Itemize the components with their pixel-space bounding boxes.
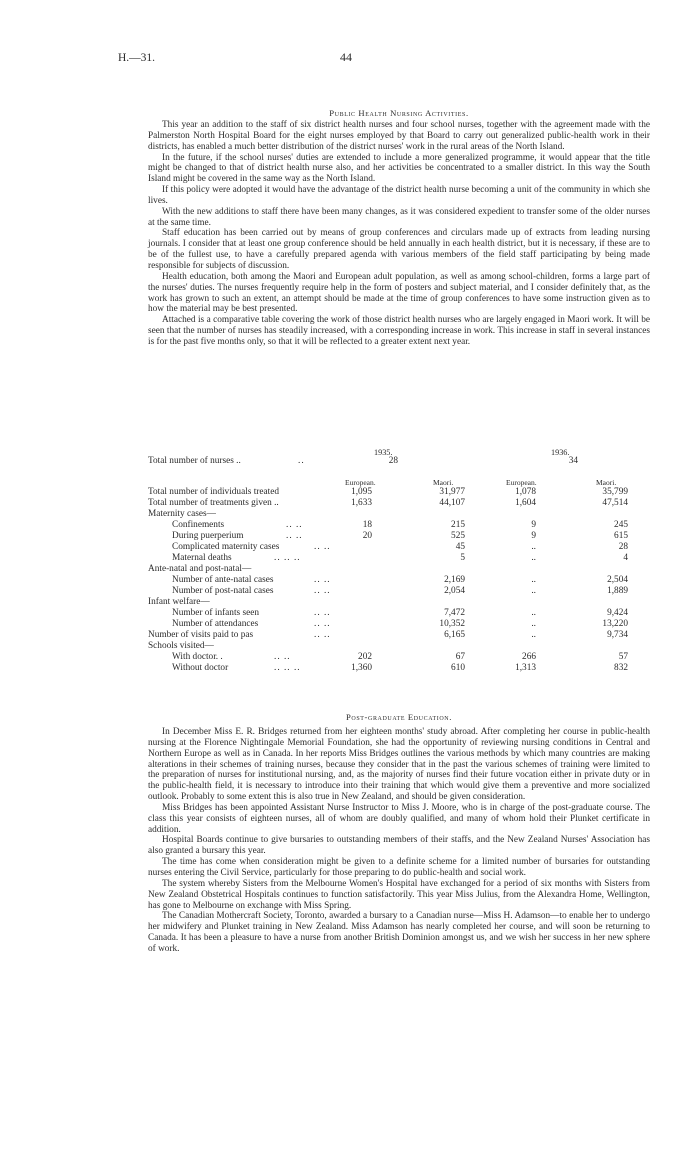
cell-maori-1935: 610	[451, 663, 465, 673]
cell-european-1936: ..	[531, 630, 536, 640]
cell-maori-1935: 67	[455, 652, 465, 662]
paragraph: If this policy were adopted it would have the advantage of the district health nurse becoming a unit of the community in which she lives.	[148, 185, 650, 206]
cell-maori-1936: 28	[618, 542, 628, 552]
cell-european-1936: ..	[531, 586, 536, 596]
row-group-label: Schools visited—	[148, 641, 214, 651]
cell-maori-1935: 2,054	[444, 586, 465, 596]
row-label: Total number of treatments given ..	[148, 498, 279, 508]
row-leader: .. ..	[314, 586, 331, 596]
paragraph: The system whereby Sisters from the Melbourne Women's Hospital have exchanged for a period of six months with Sisters from New Zealand Obstetrical Hospitals continues to function satisfactorily. This year Miss Julius, from the Alexandra Home, Wellington, has gone to Melbourne on exchange with Miss Spring.	[148, 878, 650, 911]
year-header-1935: 1935.	[374, 448, 393, 457]
cell-maori-1935: 31,977	[439, 487, 465, 497]
cell-1936: 34	[568, 456, 578, 466]
cell-european-1935: 1,633	[351, 498, 372, 508]
cell-european-1936: 1,604	[515, 498, 536, 508]
cell-maori-1935: 6,165	[444, 630, 465, 640]
cell-european-1936: 9	[531, 531, 536, 541]
section-body-post-graduate	[148, 727, 650, 955]
cell-european-1936: 9	[531, 520, 536, 530]
section-heading-public-health: Public Health Nursing Activities.	[329, 108, 469, 118]
row-label: Complicated maternity cases	[172, 542, 280, 552]
cell-maori-1935: 215	[451, 520, 465, 530]
row-leader: .. ..	[314, 575, 331, 585]
paragraph: Miss Bridges has been appointed Assistant Nurse Instructor to Miss J. Moore, who is in charge of the post-graduate course. The class this year consists of eighteen nurses, all of whom are doubly qualified, and many of whom hold their Plunket certificate in addition.	[148, 802, 650, 835]
cell-european-1936: 1,078	[515, 487, 536, 497]
row-label: During puerperium	[172, 531, 244, 541]
column-header-european-1936: European.	[506, 478, 537, 487]
cell-maori-1936: 9,424	[607, 608, 628, 618]
paragraph: In the future, if the school nurses' duties are extended to include a more generalized programme, it would appear that the title might be changed to that of district health nurse also, and her activities be concentrated to a smaller district. In this way the South Island might be covered in the same way as the North Island.	[148, 152, 650, 185]
page-reference: H.—31.	[118, 52, 156, 64]
row-leader: .. ..	[274, 652, 291, 662]
cell-maori-1935: 10,352	[439, 619, 465, 629]
row-group-label: Maternity cases—	[148, 509, 216, 519]
row-label: Number of infants seen	[172, 608, 260, 618]
row-label: Number of ante-natal cases	[172, 575, 274, 585]
cell-maori-1936: 1,889	[607, 586, 628, 596]
paragraph: The Canadian Mothercraft Society, Toronto, awarded a bursary to a Canadian nurse—Miss H. Adamson—to enable her to undergo her midwifery and Plunket training in New Zealand. Miss Adamson has nearly completed her course, and will soon be returning to Canada. It has been a pleasure to have a nurse from another British Dominion amongst us, and we wish her success in her new sphere of work.	[148, 911, 650, 954]
cell-maori-1936: 615	[614, 531, 628, 541]
cell-european-1936: 1,313	[515, 663, 536, 673]
cell-maori-1936: 832	[614, 663, 628, 673]
paragraph: Hospital Boards continue to give bursaries to outstanding members of their staffs, and the New Zealand Nurses' Association has also granted a bursary this year.	[148, 835, 650, 857]
section-heading-post-graduate: Post-graduate Education.	[346, 712, 452, 722]
row-label: Number of post-natal cases	[172, 586, 274, 596]
row-leader: .. ..	[314, 630, 331, 640]
paragraph: In December Miss E. R. Bridges returned from her eighteen months' study abroad. After completing her course in public-health nursing at the Florence Nightingale Memorial Foundation, she had the opportunity of reviewing nursing conditions in Central and Northern Europe as well as in Canada. In her reports Miss Bridges outlines the various methods by which many countries are making alterations in their schemes of training nurses, because they consider that in the past the various schemes of training were limited to the preparation of nurses for institutional nursing, and, as the majority of nurses find their future vocation either in private duty or in the public-health field, it is necessary to introduce into their training that which would give them a preventive and more socialized outlook. Probably to some extent this is also true in New Zealand, and should be given consideration.	[148, 727, 650, 803]
cell-european-1935: 20	[362, 531, 372, 541]
column-header-maori-1936: Maori.	[596, 478, 617, 487]
row-leader: .. ..	[286, 531, 303, 541]
cell-european-1936: ..	[531, 542, 536, 552]
cell-maori-1936: 4	[623, 553, 628, 563]
paragraph: This year an addition to the staff of six district health nurses and four school nurses, together with the agreement made with the Palmerston North Hospital Board for the eight nurses employed by that Board to carry out generalized public-health work in their districts, has enabled a much better distribution of the district nurses' work in the rural areas of the North Island.	[148, 120, 650, 152]
cell-european-1935: 1,095	[351, 487, 372, 497]
cell-maori-1935: 2,169	[444, 575, 465, 585]
row-leader: .. ..	[314, 608, 331, 618]
cell-maori-1935: 7,472	[444, 608, 465, 618]
cell-maori-1935: 5	[460, 553, 465, 563]
cell-european-1936: ..	[531, 619, 536, 629]
cell-maori-1936: 35,799	[602, 487, 628, 497]
row-label: With doctor. .	[172, 652, 223, 662]
cell-maori-1935: 44,107	[439, 498, 465, 508]
paragraph: Staff education has been carried out by means of group conferences and circulars made up of extracts from leading nursing journals. I consider that at least one group conference should be held annually in each health district, but it is necessary, if these are to be of the fullest use, to have a carefully prepared agenda with various members of the field staff participating by being made responsible for subjects of discussion.	[148, 228, 650, 271]
column-header-european-1935: European.	[345, 478, 376, 487]
cell-european-1936: ..	[531, 608, 536, 618]
cell-maori-1936: 13,220	[602, 619, 628, 629]
paragraph: Attached is a comparative table covering the work of those district health nurses who are largely engaged in Maori work. It will be seen that the number of nurses has steadily increased, with a corresponding increase in work. This increase in staff in several instances is for the past five months only, so that it will be reflected to a greater extent next year.	[148, 315, 650, 347]
row-label: Total number of individuals treated	[148, 487, 280, 497]
cell-european-1935: 1,360	[351, 663, 372, 673]
row-leader: .. .. ..	[274, 663, 301, 673]
row-label: Number of attendances	[172, 619, 259, 629]
row-group-label: Ante-natal and post-natal—	[148, 564, 252, 574]
cell-european-1936: ..	[531, 553, 536, 563]
cell-maori-1935: 45	[455, 542, 465, 552]
cell-european-1935: 202	[358, 652, 372, 662]
row-group-label: Infant welfare—	[148, 597, 210, 607]
row-leader: .. ..	[314, 619, 331, 629]
paragraph: The time has come when consideration might be given to a definite scheme for a limited number of bursaries for outstanding nurses entering the Civil Service, particularly for those preparing to do public-health and social work.	[148, 857, 650, 878]
row-label: Total number of nurses ..	[148, 456, 241, 466]
row-leader: .. ..	[286, 520, 303, 530]
cell-1935: 28	[388, 456, 398, 466]
cell-maori-1936: 57	[618, 652, 628, 662]
column-header-maori-1935: Maori.	[433, 478, 454, 487]
row-leader: ..	[298, 456, 305, 466]
cell-maori-1936: 245	[614, 520, 628, 530]
page-number: 44	[340, 50, 352, 64]
paragraph: Health education, both among the Maori and European adult population, as well as among school-children, forms a large part of the nurses' duties. The nurses frequently require help in the form of posters and subject material, and I consider definitely that, as the work has grown to such an extent, an attempt should be made at the time of group conferences to have some instruction given as to how the material may be best presented.	[148, 271, 650, 315]
row-label: Number of visits paid to pas	[148, 630, 254, 640]
row-leader: .. ..	[314, 542, 331, 552]
cell-european-1936: ..	[531, 575, 536, 585]
section-body-public-health	[148, 120, 650, 348]
cell-maori-1936: 2,504	[607, 575, 628, 585]
row-label: Without doctor	[172, 663, 229, 673]
row-leader: .. .. ..	[274, 553, 301, 563]
cell-maori-1936: 9,734	[607, 630, 628, 640]
year-header-1936: 1936.	[551, 448, 570, 457]
cell-maori-1936: 47,514	[602, 498, 628, 508]
paragraph: With the new additions to staff there have been many changes, as it was considered expedient to transfer some of the older nurses at the same time.	[148, 206, 650, 228]
cell-maori-1935: 525	[451, 531, 465, 541]
cell-european-1935: 18	[362, 520, 372, 530]
row-label: Confinements	[172, 520, 225, 530]
cell-european-1936: 266	[522, 652, 536, 662]
row-label: Maternal deaths	[172, 553, 232, 563]
comparative-nursing-table	[148, 447, 658, 697]
